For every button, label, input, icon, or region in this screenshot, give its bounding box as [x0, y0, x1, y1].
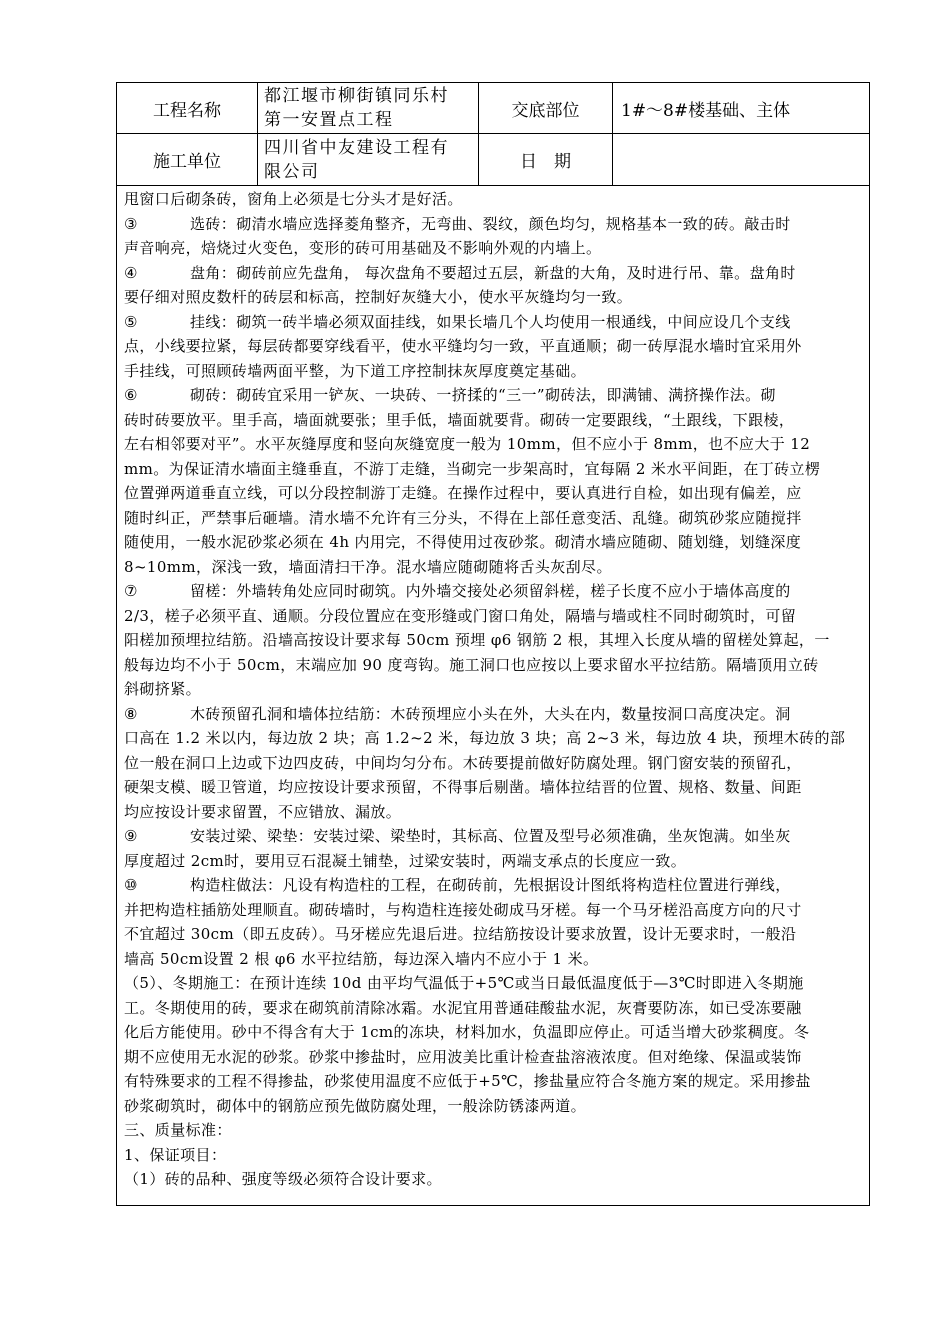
line-text: 木砖预留孔洞和墙体拉结筋：木砖预埋应小头在外，大头在内，数量按洞口高度决定。洞	[190, 704, 791, 723]
line-text: 声音响亮，焙烧过火变色，变形的砖可用基础及不影响外观的内墙上。	[124, 239, 602, 257]
header-row-project	[117, 83, 869, 134]
line-text: 随时纠正，严禁事后砸墙。清水墙不允许有三分头，不得在上部任意变活、乱缝。砌筑砂浆应随搅拌	[124, 508, 802, 527]
content-line	[124, 751, 863, 775]
location-label	[479, 83, 613, 133]
line-text: 1、保证项目：	[124, 1145, 227, 1164]
content-line	[124, 800, 863, 824]
content-line	[124, 359, 863, 383]
line-text: 期不应使用无水泥的砂浆。砂浆中掺盐时，应用波美比重计检查盐溶液浓度。但对绝缘、保温或装饰	[124, 1047, 802, 1066]
content-line	[124, 653, 863, 677]
line-text: 阳槎加预埋拉结筋。沿墙高按设计要求每 50cm 预埋 φ6 钢筋 2 根，其埋入长度从墙的留槎处算起，一	[124, 631, 830, 649]
contractor-line1: 四川省中友建设工程有	[264, 137, 449, 158]
project-name-line2: 第一安置点工程	[264, 110, 394, 130]
date-label-text: 日 期	[520, 152, 571, 172]
content-line	[124, 236, 863, 260]
line-text: 构造柱做法：凡设有构造柱的工程，在砌砖前，先根据设计图纸将构造柱位置进行弹线，	[190, 876, 791, 894]
content-line	[124, 628, 863, 652]
content-line	[124, 702, 863, 726]
project-name-label-text: 工程名称	[153, 100, 221, 121]
item-number: ⑩	[124, 876, 138, 894]
disclosure-table	[116, 82, 870, 1206]
line-text: 砖时砖要放平。里手高，墙面就要张；里手低，墙面就要背。砌砖一定要跟线，“土跟线，下跟棱，	[124, 410, 795, 429]
content-line	[124, 971, 863, 995]
contractor-value	[258, 134, 479, 185]
line-text: 不宜超过 30cm（即五皮砖）。马牙槎应先退后进。拉结筋按设计要求放置，设计无要求时，一般沿	[124, 925, 797, 943]
line-text: 并把构造柱插筋处理顺直。砌砖墙时，与构造柱连接处砌成马牙槎。每一个马牙槎沿高度方向的尺寸	[124, 900, 802, 919]
project-name-line1: 都江堰市柳街镇同乐村	[264, 86, 449, 106]
line-text: 留槎：外墙转角处应同时砌筑。内外墙交接处必须留斜槎，槎子长度不应小于墙体高度的	[190, 582, 791, 600]
line-text: 位置弹两道垂直立线，可以分段控制游丁走缝。在操作过程中，要认真进行自检，如出现有偏差，应	[124, 484, 802, 502]
line-text: 砂浆砌筑时，砌体中的钢筋应预先做防腐处理，一般涂防锈漆两道。	[124, 1096, 587, 1115]
content-line	[124, 604, 863, 628]
line-text: 口高在 1.2 米以内，每边放 2 块；高 1.2~2 米，每边放 3 块；高 2~3 米，每边放 4 块，预埋木砖的部	[124, 729, 846, 747]
content-line	[124, 285, 863, 309]
content-line	[124, 310, 863, 334]
contractor-label-text: 施工单位	[153, 152, 221, 172]
content-line	[124, 481, 863, 505]
item-number: ④	[124, 263, 138, 282]
content-line	[124, 187, 863, 211]
content-line	[124, 1094, 863, 1118]
content-line	[124, 996, 863, 1020]
line-text: 挂线：砌筑一砖半墙必须双面挂线，如果长墙几个人均使用一根通线，中间应设几个支线	[190, 312, 791, 331]
line-text: 8~10mm，深浅一致，墙面清扫干净。混水墙应随砌随将舌头灰刮尽。	[124, 557, 612, 576]
content-line	[124, 1069, 863, 1093]
location-value	[613, 83, 869, 133]
content-line	[124, 1167, 863, 1191]
content-line	[124, 677, 863, 701]
content-line	[124, 849, 863, 873]
line-text: 点，小线要拉紧，每层砖都要穿线看平，使水平缝均匀一致，平直通顺；砌一砖厚混水墙时宜采用外	[124, 337, 802, 355]
line-text: 硬架支模、暖卫管道，均应按设计要求预留，不得事后剔凿。墙体拉结晋的位置、规格、数量、间距	[124, 778, 802, 796]
content-line	[124, 898, 863, 922]
line-text: 左右相邻要对平”。水平灰缝厚度和竖向灰缝宽度一般为 10mm，但不应小于 8mm，也不应大于 12	[124, 435, 811, 453]
disclosure-content	[117, 186, 869, 1205]
line-text: 安装过梁、梁垫：安装过梁、梁垫时，其标高、位置及型号必须准确，坐灰饱满。如坐灰	[190, 827, 791, 845]
content-line	[124, 775, 863, 799]
project-name-label	[117, 83, 258, 133]
line-text: 工。冬期使用的砖，要求在砌筑前清除冰霜。水泥宜用普通硅酸盐水泥，灰膏要防冻，如已受冻要融	[124, 998, 802, 1017]
contractor-line2: 限公司	[264, 161, 320, 182]
content-line	[124, 334, 863, 358]
line-text: 手挂线，可照顾砖墙两面平整，为下道工序控制抹灰厚度奠定基础。	[124, 361, 587, 380]
content-line	[124, 530, 863, 554]
line-text: mm。为保证清水墙面主缝垂直，不游丁走缝，当砌完一步架高时，宜每隔 2 米水平间距，在丁砖立楞	[124, 459, 821, 478]
line-text: 斜砌挤紧。	[124, 680, 202, 698]
date-label	[479, 134, 613, 185]
line-text: 要仔细对照皮数杆的砖层和标高，控制好灰缝大小，使水平灰缝均匀一致。	[124, 288, 633, 306]
content-line	[124, 555, 863, 579]
line-text: 砌砖：砌砖宜采用一铲灰、一块砖、一挤揉的“三一”砌砖法，即满铺、满挤操作法。砌	[190, 386, 776, 404]
date-value	[613, 134, 869, 185]
line-text: 厚度超过 2cm时，要用豆石混凝土铺垫，过梁安装时，两端支承点的长度应一致。	[124, 851, 687, 870]
line-text: 盘角：砌砖前应先盘角， 每次盘角不要超过五层，新盘的大角，及时进行吊、靠。盘角时	[190, 263, 796, 282]
line-text: 化后方能使用。砂中不得含有大于 1cm的冻块，材料加水，负温即应停止。可适当增大砂浆稠度。冬	[124, 1023, 810, 1041]
content-line	[124, 383, 863, 407]
line-text: 位一般在洞口上边或下边四皮砖，中间均匀分布。木砖要提前做好防腐处理。钢门窗安装的预留孔，	[124, 753, 802, 772]
item-number: ⑨	[124, 827, 138, 845]
line-text: 均应按设计要求留置，不应错放、漏放。	[124, 802, 402, 821]
contractor-label	[117, 134, 258, 185]
line-text: 三、质量标准：	[124, 1121, 232, 1139]
line-text: 甩窗口后砌条砖，窗角上必须是七分头才是好活。	[124, 190, 463, 208]
content-line	[124, 212, 863, 236]
line-text: 有特殊要求的工程不得掺盐，砂浆使用温度不应低于+5℃，掺盐量应符合冬施方案的规定。采用掺盐	[124, 1072, 811, 1090]
line-text: 墙高 50cm设置 2 根 φ6 水平拉结筋，每边深入墙内不应小于 1 米。	[124, 949, 599, 968]
location-label-text: 交底部位	[511, 100, 580, 121]
item-number: ③	[124, 214, 138, 233]
item-number: ⑥	[124, 386, 138, 404]
content-line	[124, 261, 863, 285]
content-line	[124, 922, 863, 946]
content-line	[124, 824, 863, 848]
item-number: ⑧	[124, 704, 138, 723]
line-text: 2/3，槎子必须平直、通顺。分段位置应在变形缝或门窗口角处，隔墙与墙或柱不同时砌筑时，可留	[124, 606, 797, 625]
content-line	[124, 1143, 863, 1167]
location-value-text: 1#～8#楼基础、主体	[621, 100, 791, 121]
content-line	[124, 579, 863, 603]
content-line	[124, 506, 863, 530]
content-line	[124, 408, 863, 432]
line-text: 般每边均不小于 50cm，末端应加 90 度弯钩。施工洞口也应按以上要求留水平拉结筋。隔墙顶用立砖	[124, 655, 819, 674]
content-line	[124, 726, 863, 750]
line-text: 随使用，一般水泥砂浆必须在 4h 内用完，不得使用过夜砂浆。砌清水墙应随砌、随划缝，划缝深度	[124, 533, 802, 551]
content-line	[124, 1045, 863, 1069]
content-line	[124, 1118, 863, 1142]
content-line	[124, 457, 863, 481]
line-text: （1）砖的品种、强度等级必须符合设计要求。	[124, 1170, 442, 1188]
line-text: 选砖：砌清水墙应选择菱角整齐，无弯曲、裂纹，颜色均匀，规格基本一致的砖。敲击时	[190, 214, 791, 233]
content-line	[124, 947, 863, 971]
item-number: ⑦	[124, 582, 138, 600]
content-line	[124, 873, 863, 897]
project-name-value	[258, 83, 479, 133]
content-line	[124, 1020, 863, 1044]
line-text: （5）、冬期施工：在预计连续 10d 由平均气温低于+5℃或当日最低温度低于—3℃时即进入冬期施	[124, 974, 804, 992]
item-number: ⑤	[124, 312, 138, 331]
header-row-contractor	[117, 134, 869, 186]
content-line	[124, 432, 863, 456]
